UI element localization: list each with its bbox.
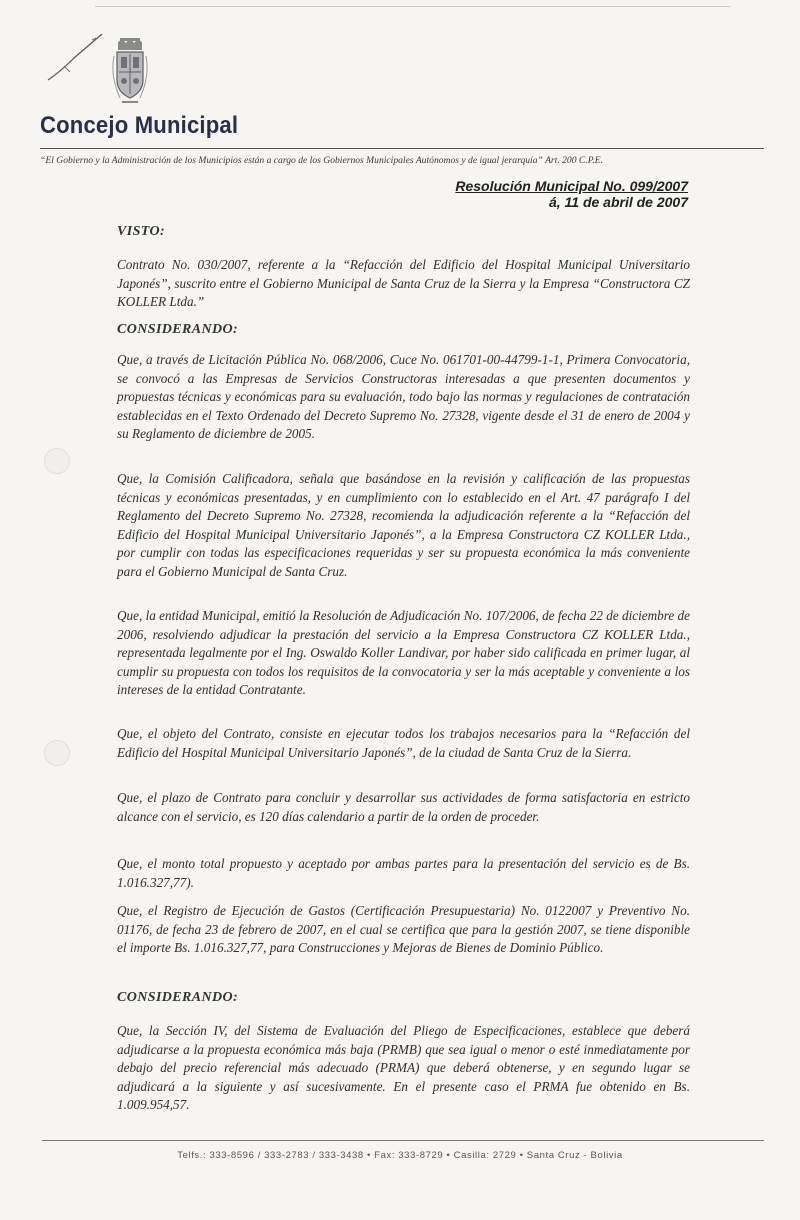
section-heading-visto: VISTO: [117, 224, 166, 239]
paragraph-comision: Que, la Comisión Calificadora, señala que basándose en la revisión y calificación de las propuestas técnicas y económicas presentadas, y en cumplimiento con lo establecido en el Art. 47 parágrafo I del Reglamento del Decreto Supremo No. 27328, recomienda la adjudicación referente a la “Refacción del Edificio del Hospital Municipal Universitario Japonés”, a la Empresa Constructora CZ KOLLER Ltda., por cumplir con todas las especificaciones requeridas y ser su propuesta económica la más conveniente para el Gobierno Municipal de Santa Cruz. [117, 471, 690, 579]
footer-divider [42, 1140, 764, 1141]
paragraph-objeto: Que, el objeto del Contrato, consiste en ejecutar todos los trabajos necesarios para la “Refacción del Edificio del Hospital Municipal Universitario Japonés”, de la ciudad de Santa Cruz de la Sierra. [117, 726, 690, 760]
punch-hole [44, 740, 70, 766]
paragraph-registro: Que, el Registro de Ejecución de Gastos (Certificación Presupuestaria) No. 0122007 y Preventivo No. 01176, de fecha 23 de febrero de 2007, en el cual se certifica que para la gestión 2007, se tiene disponible el importe Bs. 1.016.327,77, para Construcciones y Mejoras de Bienes de Dominio Público. [117, 903, 690, 956]
resolution-block [455, 178, 688, 210]
header-divider [40, 148, 764, 149]
paragraph-visto: Contrato No. 030/2007, referente a la “Refacción del Edificio del Hospital Municipal Universitario Japonés”, suscrito entre el Gobierno Municipal de Santa Cruz de la Sierra y la Empresa “Constructora CZ KOLLER Ltda.” [117, 257, 690, 310]
paragraph-monto: Que, el monto total propuesto y aceptado por ambas partes para la presentación del servicio es de Bs. 1.016.327,77). [117, 856, 690, 890]
coat-of-arms-icon [108, 36, 152, 114]
paragraph-plazo: Que, el plazo de Contrato para concluir y desarrollar sus actividades de forma satisfactoria en estricto alcance con el servicio, es 120 días calendario a partir de la orden de proceder. [117, 790, 690, 824]
top-scan-line [95, 6, 730, 7]
institutional-motto: “El Gobierno y la Administración de los Municipios están a cargo de los Gobiernos Municipales Autónomos y de igual jerarquía” Art. 200 C.P.E. [40, 155, 603, 166]
resolution-date: á, 11 de abril de 2007 [548, 194, 688, 210]
section-heading-considerando-2: CONSIDERANDO: [117, 990, 239, 1005]
resolution-number: Resolución Municipal No. 099/2007 [455, 178, 688, 194]
pen-mark-icon [40, 28, 110, 88]
paragraph-adjudicacion: Que, la entidad Municipal, emitió la Resolución de Adjudicación No. 107/2006, de fecha 22 de diciembre de 2006, resolviendo adjudicar la prestación del servicio a la Empresa Constructora CZ KOLLER Ltda., representada legalmente por el Ing. Oswaldo Koller Landivar, por haber sido calificada en primer lugar, al cumplir su propuesta con todos los requisitos de la convocatoria y ser la más aceptable y conveniente a los intereses de la entidad Contratante. [117, 608, 690, 698]
section-heading-considerando-1: CONSIDERANDO: [117, 322, 239, 337]
organization-name: Concejo Municipal [40, 112, 239, 139]
paragraph-licitacion: Que, a través de Licitación Pública No. 068/2006, Cuce No. 061701-00-44799-1-1, Primera Convocatoria, se convocó a las Empresas de Servicios Constructoras interesadas a que presenten documentos y propuestas técnicas y económicas para su evaluación, todo bajo las normas y regulaciones de contratación establecidas en el Texto Ordenado del Decreto Supremo No. 27328, vigente desde el 31 de enero de 2004 y su Reglamento de diciembre de 2005. [117, 352, 690, 442]
footer-contact: Telfs.: 333-8596 / 333-2783 / 333-3438 • Fax: 333-8729 • Casilla: 2729 • Santa Cruz - Bolivia [177, 1150, 623, 1161]
paragraph-seccion-iv: Que, la Sección IV, del Sistema de Evaluación del Pliego de Especificaciones, establece que deberá adjudicarse a la propuesta económica más baja (PRMB) que sea igual o menor o esté inmediatamente por debajo del precio referencial más adecuado (PRMA) que deberá obtenerse, y en segundo lugar se adjudicará a la siguiente y así sucesivamente. En el presente caso el PRMA fue obtenido en Bs. 1.009.954,57. [117, 1023, 690, 1113]
punch-hole [44, 448, 70, 474]
